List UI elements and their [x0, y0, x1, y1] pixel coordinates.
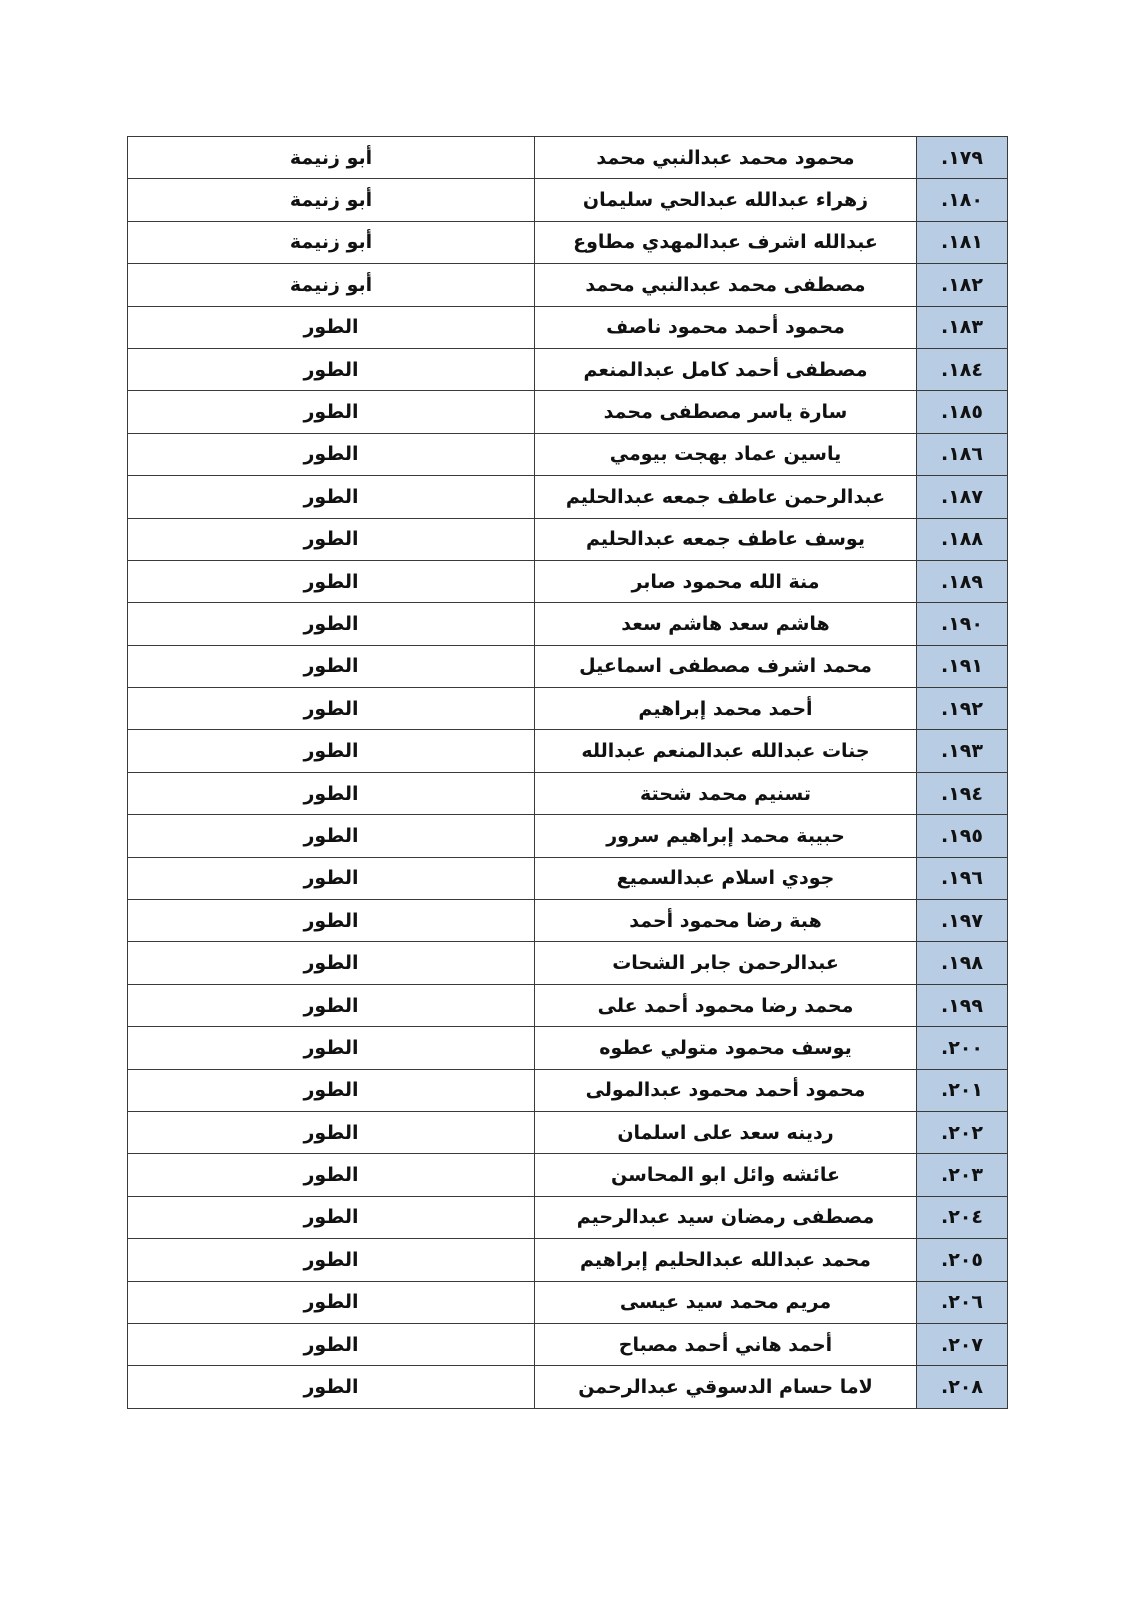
table-row [128, 391, 1008, 433]
city-cell: الطور [128, 1111, 535, 1153]
table-row [128, 1281, 1008, 1323]
row-number-cell: ١٩٤. [917, 772, 1008, 814]
row-number-cell: ٢٠٢. [917, 1111, 1008, 1153]
city-cell: الطور [128, 1239, 535, 1281]
row-number-cell: ١٨٢. [917, 264, 1008, 306]
row-number-cell: ١٩٠. [917, 603, 1008, 645]
city-cell: الطور [128, 1281, 535, 1323]
row-number-cell: ١٩٩. [917, 984, 1008, 1026]
student-name-cell: ردينه سعد على اسلمان [535, 1111, 917, 1153]
city-cell: الطور [128, 984, 535, 1026]
city-cell: الطور [128, 306, 535, 348]
row-number-cell: ١٩٦. [917, 857, 1008, 899]
table-row [128, 1027, 1008, 1069]
row-number-cell: ١٨٠. [917, 179, 1008, 221]
city-cell: الطور [128, 348, 535, 390]
row-number-cell: ١٩٧. [917, 900, 1008, 942]
table-row [128, 306, 1008, 348]
city-cell: الطور [128, 433, 535, 475]
student-name-cell: عبدالرحمن عاطف جمعه عبدالحليم [535, 476, 917, 518]
student-name-cell: لاما حسام الدسوقي عبدالرحمن [535, 1366, 917, 1408]
row-number-cell: ٢٠٦. [917, 1281, 1008, 1323]
city-cell: أبو زنيمة [128, 137, 535, 179]
city-cell: الطور [128, 730, 535, 772]
roster-table [127, 136, 1008, 1409]
table-row [128, 984, 1008, 1026]
row-number-cell: ٢٠٨. [917, 1366, 1008, 1408]
table-row [128, 264, 1008, 306]
table-row [128, 772, 1008, 814]
table-row [128, 942, 1008, 984]
city-cell: الطور [128, 645, 535, 687]
city-cell: الطور [128, 1323, 535, 1365]
city-cell: الطور [128, 942, 535, 984]
student-name-cell: محمود أحمد محمود ناصف [535, 306, 917, 348]
student-name-cell: زهراء عبدالله عبدالحي سليمان [535, 179, 917, 221]
city-cell: الطور [128, 900, 535, 942]
student-name-cell: سارة ياسر مصطفى محمد [535, 391, 917, 433]
city-cell: أبو زنيمة [128, 264, 535, 306]
student-name-cell: محمد عبدالله عبدالحليم إبراهيم [535, 1239, 917, 1281]
row-number-cell: ١٩٥. [917, 815, 1008, 857]
city-cell: الطور [128, 1196, 535, 1238]
student-name-cell: مصطفى رمضان سيد عبدالرحيم [535, 1196, 917, 1238]
row-number-cell: ٢٠٠. [917, 1027, 1008, 1069]
city-cell: الطور [128, 391, 535, 433]
table-row [128, 221, 1008, 263]
row-number-cell: ١٩٣. [917, 730, 1008, 772]
table-row [128, 1111, 1008, 1153]
city-cell: الطور [128, 815, 535, 857]
table-row [128, 857, 1008, 899]
student-name-cell: هاشم سعد هاشم سعد [535, 603, 917, 645]
city-cell: الطور [128, 1154, 535, 1196]
table-row [128, 476, 1008, 518]
student-name-cell: أحمد هاني أحمد مصباح [535, 1323, 917, 1365]
student-name-cell: محمد رضا محمود أحمد على [535, 984, 917, 1026]
student-name-cell: يوسف عاطف جمعه عبدالحليم [535, 518, 917, 560]
table-row [128, 1196, 1008, 1238]
city-cell: الطور [128, 603, 535, 645]
table-row [128, 900, 1008, 942]
row-number-cell: ١٨٧. [917, 476, 1008, 518]
table-row [128, 688, 1008, 730]
row-number-cell: ٢٠٣. [917, 1154, 1008, 1196]
student-name-cell: منة الله محمود صابر [535, 560, 917, 602]
student-name-cell: ياسين عماد بهجت بيومي [535, 433, 917, 475]
city-cell: الطور [128, 560, 535, 602]
student-name-cell: أحمد محمد إبراهيم [535, 688, 917, 730]
student-name-cell: حبيبة محمد إبراهيم سرور [535, 815, 917, 857]
row-number-cell: ٢٠٧. [917, 1323, 1008, 1365]
city-cell: أبو زنيمة [128, 179, 535, 221]
student-name-cell: محمود أحمد محمود عبدالمولى [535, 1069, 917, 1111]
student-name-cell: جودي اسلام عبدالسميع [535, 857, 917, 899]
table-row [128, 560, 1008, 602]
table-row [128, 603, 1008, 645]
table-row [128, 137, 1008, 179]
student-name-cell: مصطفى محمد عبدالنبي محمد [535, 264, 917, 306]
row-number-cell: ١٧٩. [917, 137, 1008, 179]
table-row [128, 730, 1008, 772]
table-row [128, 1154, 1008, 1196]
row-number-cell: ١٨٦. [917, 433, 1008, 475]
row-number-cell: ٢٠١. [917, 1069, 1008, 1111]
table-row [128, 179, 1008, 221]
student-name-cell: جنات عبدالله عبدالمنعم عبدالله [535, 730, 917, 772]
city-cell: الطور [128, 772, 535, 814]
student-name-cell: مصطفى أحمد كامل عبدالمنعم [535, 348, 917, 390]
city-cell: الطور [128, 688, 535, 730]
city-cell: الطور [128, 1366, 535, 1408]
city-cell: الطور [128, 1027, 535, 1069]
student-name-cell: عائشه وائل ابو المحاسن [535, 1154, 917, 1196]
student-name-cell: مريم محمد سيد عيسى [535, 1281, 917, 1323]
student-name-cell: محمود محمد عبدالنبي محمد [535, 137, 917, 179]
city-cell: الطور [128, 857, 535, 899]
student-name-cell: هبة رضا محمود أحمد [535, 900, 917, 942]
table-row [128, 1366, 1008, 1408]
city-cell: الطور [128, 1069, 535, 1111]
table-row [128, 518, 1008, 560]
city-cell: الطور [128, 476, 535, 518]
row-number-cell: ١٩٢. [917, 688, 1008, 730]
city-cell: الطور [128, 518, 535, 560]
table-row [128, 1239, 1008, 1281]
table-row [128, 1069, 1008, 1111]
table-row [128, 348, 1008, 390]
student-name-cell: محمد اشرف مصطفى اسماعيل [535, 645, 917, 687]
student-name-cell: يوسف محمود متولي عطوه [535, 1027, 917, 1069]
row-number-cell: ١٨١. [917, 221, 1008, 263]
row-number-cell: ٢٠٥. [917, 1239, 1008, 1281]
row-number-cell: ١٨٥. [917, 391, 1008, 433]
row-number-cell: ١٩١. [917, 645, 1008, 687]
row-number-cell: ١٨٤. [917, 348, 1008, 390]
student-name-cell: تسنيم محمد شحتة [535, 772, 917, 814]
table-row [128, 1323, 1008, 1365]
table-row [128, 815, 1008, 857]
roster-table-body [128, 137, 1008, 1409]
row-number-cell: ١٩٨. [917, 942, 1008, 984]
table-row [128, 645, 1008, 687]
row-number-cell: ١٨٩. [917, 560, 1008, 602]
student-name-cell: عبدالله اشرف عبدالمهدي مطاوع [535, 221, 917, 263]
student-name-cell: عبدالرحمن جابر الشحات [535, 942, 917, 984]
city-cell: أبو زنيمة [128, 221, 535, 263]
table-row [128, 433, 1008, 475]
row-number-cell: ١٨٣. [917, 306, 1008, 348]
row-number-cell: ١٨٨. [917, 518, 1008, 560]
row-number-cell: ٢٠٤. [917, 1196, 1008, 1238]
